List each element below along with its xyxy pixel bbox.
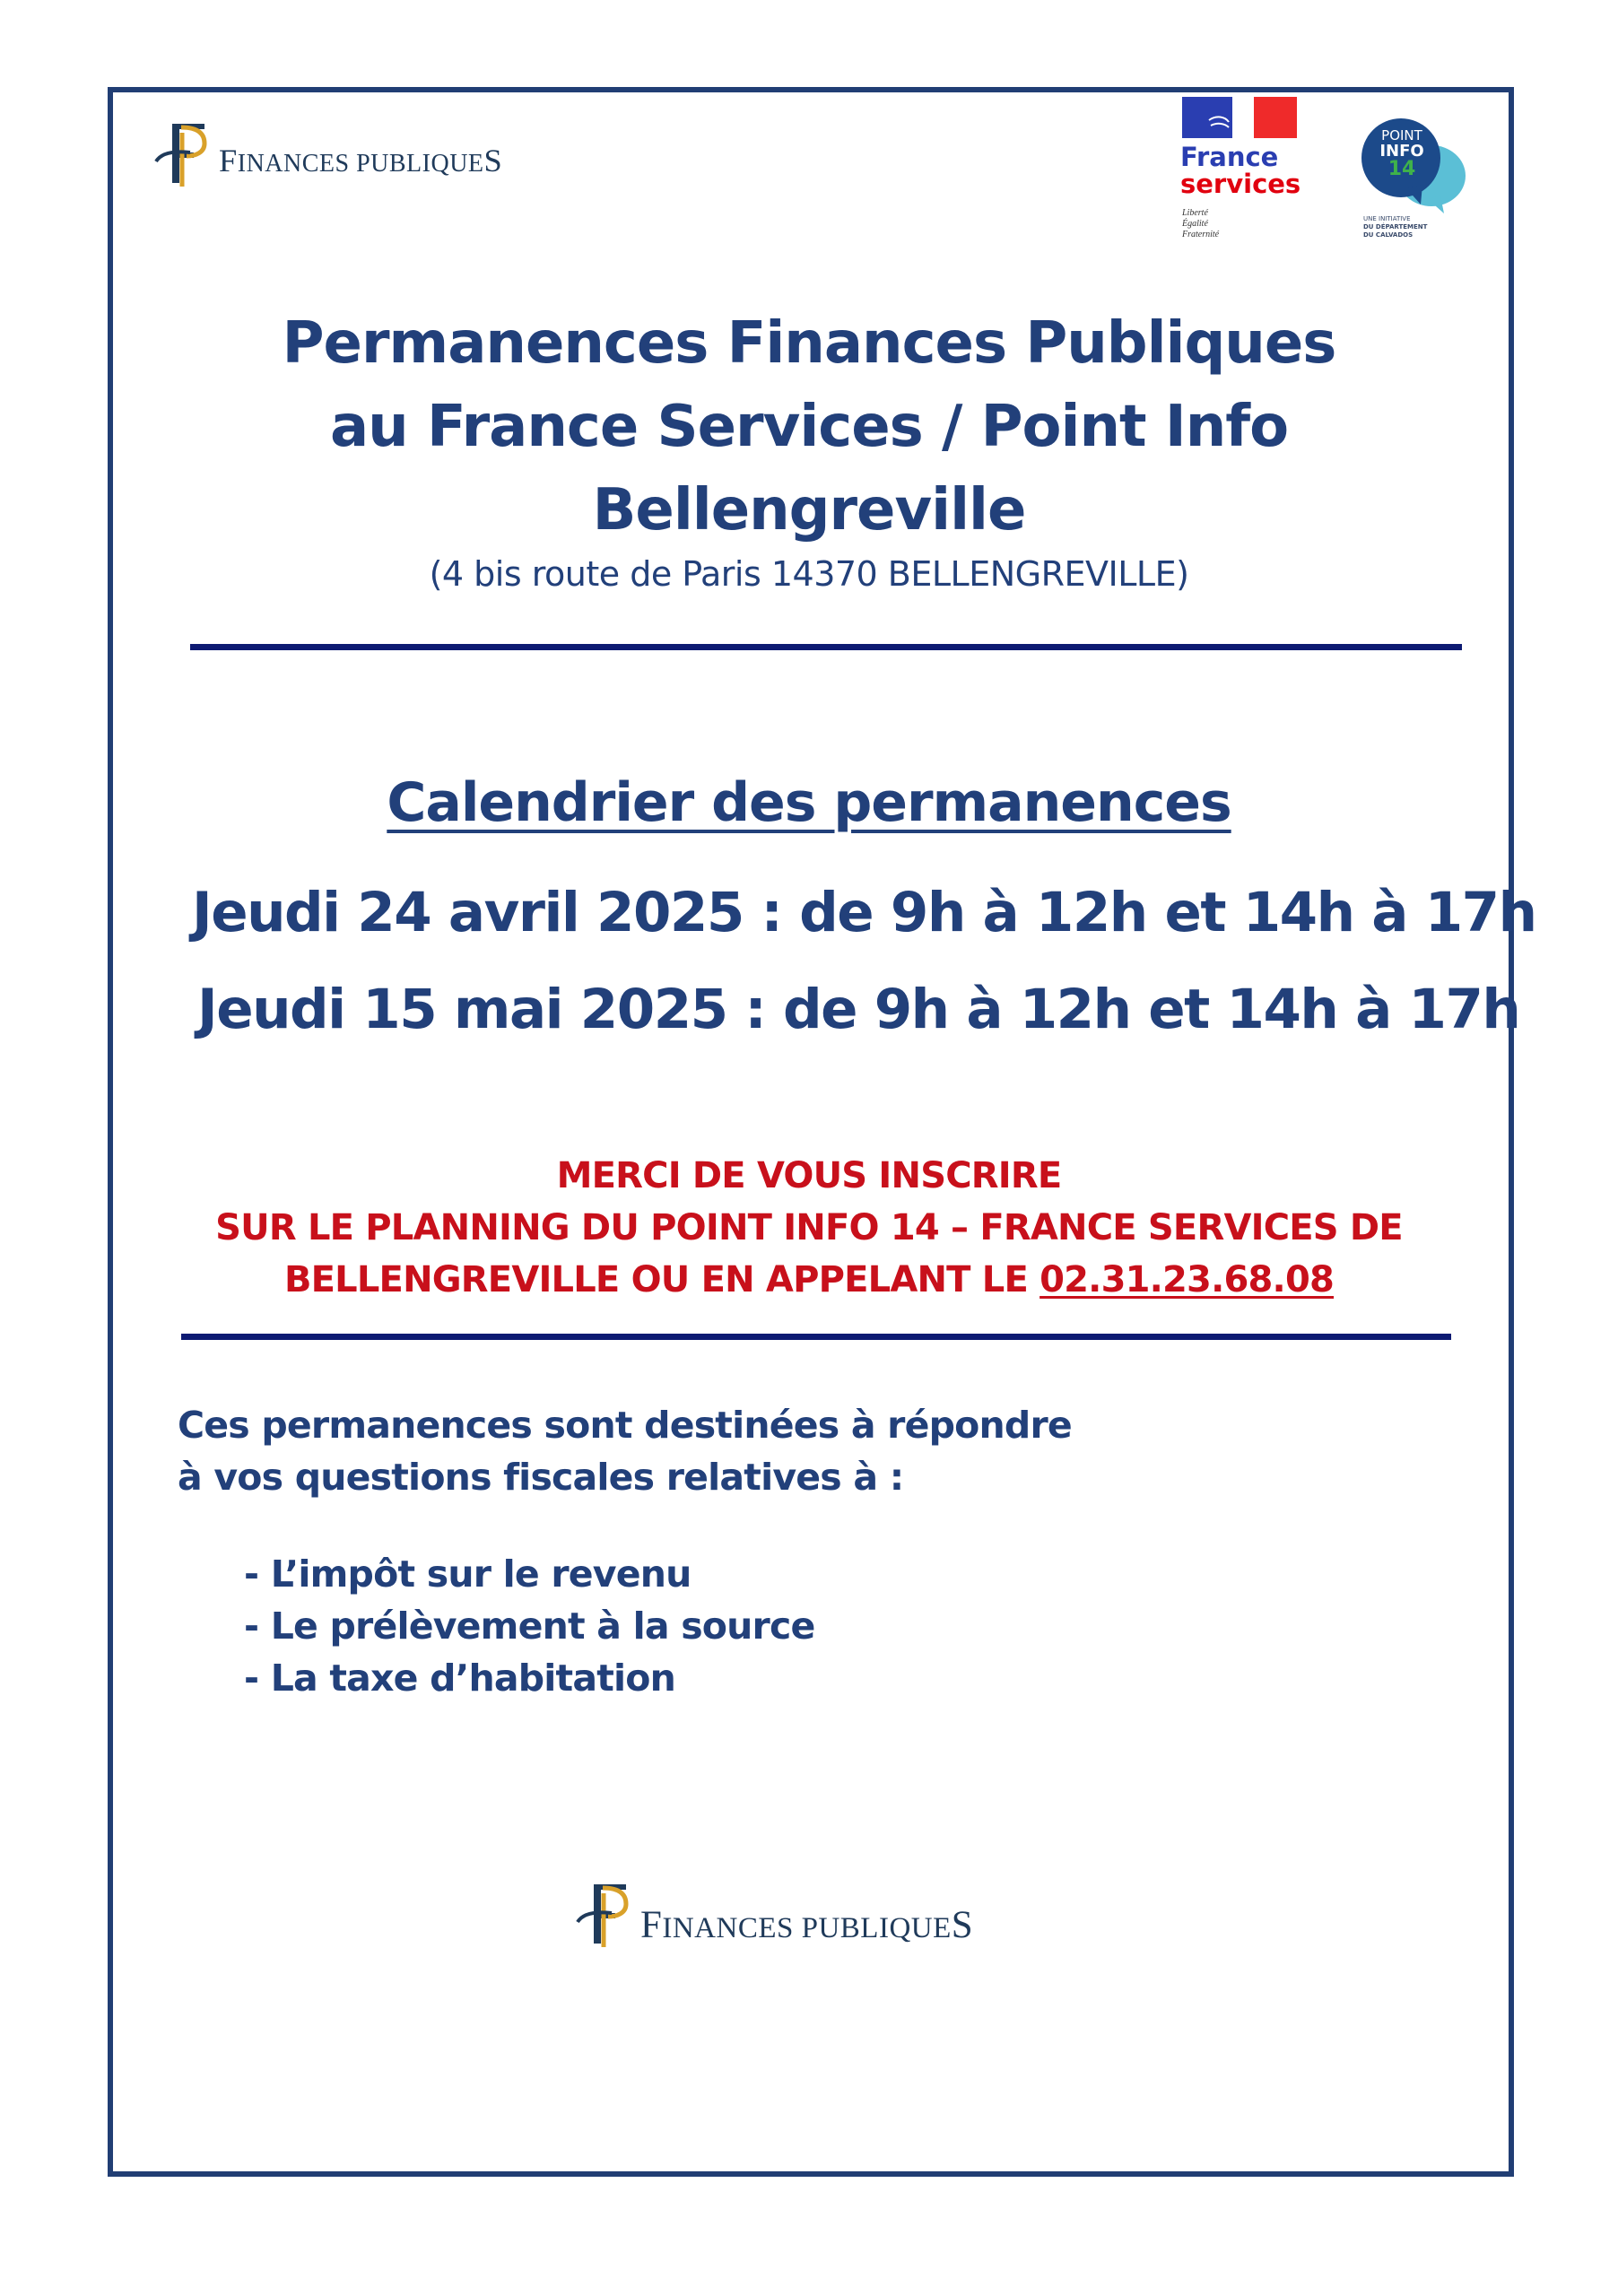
france-services-logo: France services (1180, 142, 1301, 199)
fp-monogram-icon (576, 1883, 630, 1947)
divider-bottom (181, 1334, 1451, 1340)
date-line-1: Jeudi 24 avril 2025 : de 9h à 12h et 14h à 17h (192, 881, 1536, 944)
divider-top (190, 644, 1462, 650)
point-info-14-logo: POINT INFO 14 UNE INITIATIVE DU DÉPARTEMENT DU CALVADOS (1361, 117, 1496, 251)
list-item: - Le prélèvement à la source (244, 1605, 815, 1648)
finances-publiques-logo-top: FINANCES PUBLIQUES (154, 122, 502, 187)
fp-monogram-icon (154, 122, 208, 187)
calendar-heading: Calendrier des permanences (387, 771, 1231, 834)
date-line-2: Jeudi 15 mai 2025 : de 9h à 12h et 14h à 17h (197, 978, 1520, 1041)
page-title: Permanences Finances Publiques au France Services / Point Info Bellengreville (282, 310, 1336, 544)
list-item: - L’impôt sur le revenu (244, 1552, 692, 1596)
info-intro: Ces permanences sont destinées à répondre à vos questions fiscales relatives à : (178, 1404, 1072, 1499)
marianne-flag-icon (1182, 97, 1297, 140)
list-item: - La taxe d’habitation (244, 1657, 676, 1700)
republic-motto: Liberté Égalité Fraternité (1182, 208, 1220, 239)
finances-publiques-logo-bottom: FINANCES PUBLIQUES (576, 1882, 973, 1947)
topics-list (244, 1548, 814, 1704)
address: (4 bis route de Paris 14370 BELLENGREVILLE) (429, 554, 1189, 594)
registration-notice: MERCI DE VOUS INSCRIRE SUR LE PLANNING DU POINT INFO 14 – FRANCE SERVICES DE BELLENGREVILLE OU EN APPELANT LE 02.31.23.68.08 (215, 1155, 1403, 1300)
phone-number-link[interactable]: 02.31.23.68.08 (1040, 1259, 1335, 1300)
